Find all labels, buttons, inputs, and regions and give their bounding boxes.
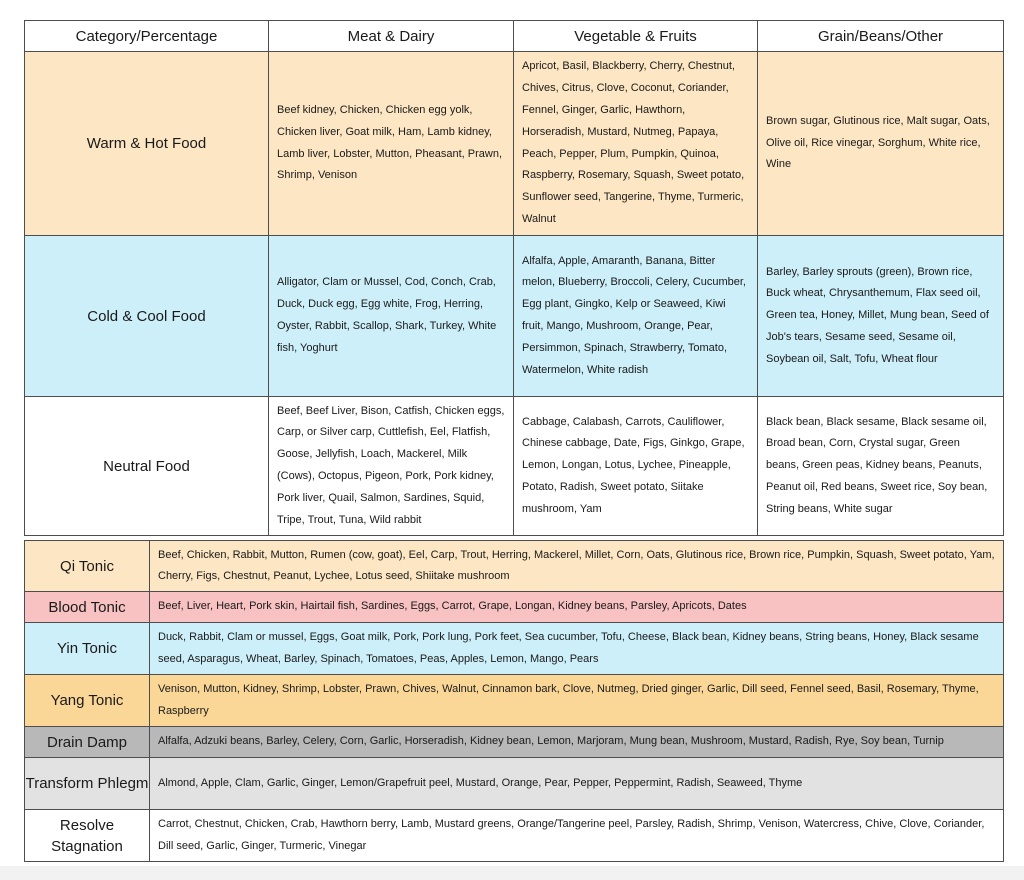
tonic-function-table [24,540,1004,862]
row-transform-phlegm [25,758,1004,810]
vegetable-fruits-cell: Apricot, Basil, Blackberry, Cherry, Chestnut, Chives, Citrus, Clove, Coconut, Coriander, Fennel, Ginger, Garlic, Hawthorn, Horseradish, Mustard, Nutmeg, Papaya, Peach, Pepper, Plum, Pumpkin, Quinoa, Raspberry, Rosemary, Squash, Sweet potato, Sunflower seed, Tangerine, Thyme, Turmeric, Walnut [514,52,758,236]
tonic-label: Transform Phlegm [25,758,150,810]
row-cold-cool-food [25,236,1004,397]
row-qi-tonic [25,541,1004,592]
row-drain-damp [25,727,1004,758]
meat-dairy-cell: Beef kidney, Chicken, Chicken egg yolk, Chicken liver, Goat milk, Ham, Lamb kidney, Lamb liver, Lobster, Mutton, Pheasant, Prawn, Shrimp, Venison [269,52,514,236]
tonic-items: Alfalfa, Adzuki beans, Barley, Celery, Corn, Garlic, Horseradish, Kidney bean, Lemon, Marjoram, Mung bean, Mushroom, Mustard, Radish, Rye, Soy bean, Turnip [150,727,1004,758]
tonic-items: Beef, Chicken, Rabbit, Mutton, Rumen (cow, goat), Eel, Carp, Trout, Herring, Mackerel, Millet, Corn, Oats, Glutinous rice, Brown rice, Pumpkin, Squash, Sweet potato, Yam, Cherry, Figs, Chestnut, Peanut, Lychee, Lotus seed, Shiitake mushroom [150,541,1004,592]
tonic-items: Carrot, Chestnut, Chicken, Crab, Hawthorn berry, Lamb, Mustard greens, Orange/Tangerine peel, Parsley, Radish, Shrimp, Venison, Watercress, Chive, Clove, Coriander, Dill seed, Garlic, Ginger, Turmeric, Vinegar [150,810,1004,862]
header-grain-beans-other: Grain/Beans/Other [758,21,1004,52]
row-blood-tonic [25,592,1004,623]
bottom-strip [0,866,1024,880]
vegetable-fruits-cell: Cabbage, Calabash, Carrots, Cauliflower, Chinese cabbage, Date, Figs, Ginkgo, Grape, Lemon, Longan, Lotus, Lychee, Pineapple, Potato, Radish, Sweet potato, Siitake mushroom, Yam [514,397,758,536]
grain-beans-cell: Black bean, Black sesame, Black sesame oil, Broad bean, Corn, Crystal sugar, Green beans, Green peas, Kidney beans, Peanuts, Peanut oil, Red beans, Sweet rice, Soy bean, String beans, White sugar [758,397,1004,536]
category-cell: Neutral Food [25,397,269,536]
tonic-label: Yin Tonic [25,623,150,675]
row-warm-hot-food [25,52,1004,236]
vegetable-fruits-cell: Alfalfa, Apple, Amaranth, Banana, Bitter melon, Blueberry, Broccoli, Celery, Cucumber, Egg plant, Gingko, Kelp or Seaweed, Kiwi fruit, Mango, Mushroom, Orange, Pear, Persimmon, Spinach, Strawberry, Tomato, Watermelon, White radish [514,236,758,397]
header-meat-dairy: Meat & Dairy [269,21,514,52]
grain-beans-cell: Barley, Barley sprouts (green), Brown rice, Buck wheat, Chrysanthemum, Flax seed oil, Green tea, Honey, Millet, Mung bean, Seed of Job's tears, Sesame seed, Sesame oil, Soybean oil, Salt, Tofu, Wheat flour [758,236,1004,397]
grain-beans-cell: Brown sugar, Glutinous rice, Malt sugar, Oats, Olive oil, Rice vinegar, Sorghum, White rice, Wine [758,52,1004,236]
row-yang-tonic [25,675,1004,727]
tonic-label: Drain Damp [25,727,150,758]
meat-dairy-cell: Alligator, Clam or Mussel, Cod, Conch, Crab, Duck, Duck egg, Egg white, Frog, Herring, Oyster, Rabbit, Scallop, Shark, Turkey, White fish, Yoghurt [269,236,514,397]
row-resolve-stagnation [25,810,1004,862]
meat-dairy-cell: Beef, Beef Liver, Bison, Catfish, Chicken eggs, Carp, or Silver carp, Cuttlefish, Eel, Flatfish, Goose, Jellyfish, Loach, Mackerel, Milk (Cows), Octopus, Pigeon, Pork, Pork kidney, Pork liver, Quail, Salmon, Sardines, Squid, Tripe, Trout, Tuna, Wild rabbit [269,397,514,536]
food-temperature-table [24,20,1004,536]
tonic-label: Resolve Stagnation [25,810,150,862]
tonic-label: Blood Tonic [25,592,150,623]
category-cell: Warm & Hot Food [25,52,269,236]
row-yin-tonic [25,623,1004,675]
row-neutral-food [25,397,1004,536]
tonic-label: Yang Tonic [25,675,150,727]
category-cell: Cold & Cool Food [25,236,269,397]
tonic-items: Beef, Liver, Heart, Pork skin, Hairtail fish, Sardines, Eggs, Carrot, Grape, Longan, Kidney beans, Parsley, Apricots, Dates [150,592,1004,623]
tonic-label: Qi Tonic [25,541,150,592]
header-row [25,21,1004,52]
tonic-items: Almond, Apple, Clam, Garlic, Ginger, Lemon/Grapefruit peel, Mustard, Orange, Pear, Pepper, Peppermint, Radish, Seaweed, Thyme [150,758,1004,810]
header-vegetable-fruits: Vegetable & Fruits [514,21,758,52]
tonic-items: Venison, Mutton, Kidney, Shrimp, Lobster, Prawn, Chives, Walnut, Cinnamon bark, Clove, Nutmeg, Dried ginger, Garlic, Dill seed, Fennel seed, Basil, Rosemary, Thyme, Raspberry [150,675,1004,727]
tonic-items: Duck, Rabbit, Clam or mussel, Eggs, Goat milk, Pork, Pork lung, Pork feet, Sea cucumber, Tofu, Cheese, Black bean, Kidney beans, String beans, Honey, Black sesame seed, Asparagus, Wheat, Barley, Spinach, Tomatoes, Peas, Apples, Lemon, Mango, Pears [150,623,1004,675]
header-category: Category/Percentage [25,21,269,52]
